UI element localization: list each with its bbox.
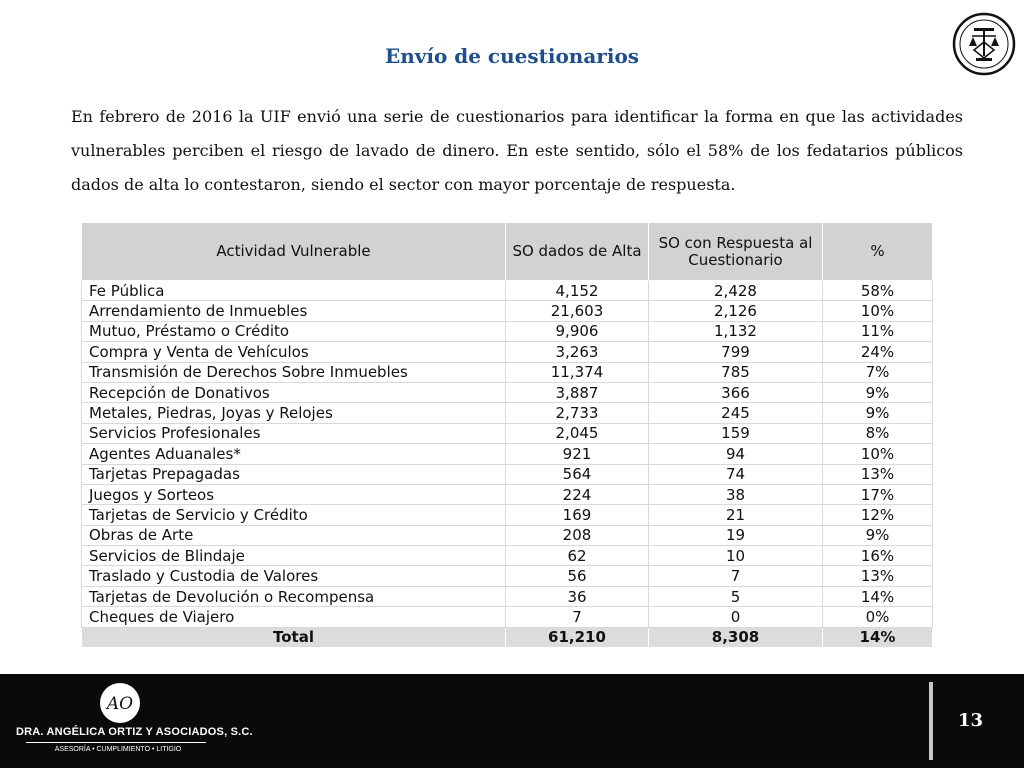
- activity-name: Compra y Venta de Vehículos: [82, 342, 506, 362]
- responded-count: 21: [649, 505, 823, 525]
- responded-count: 1,132: [649, 321, 823, 341]
- registered-count: 62: [506, 546, 649, 566]
- response-percent: 0%: [823, 607, 933, 627]
- registered-count: 224: [506, 484, 649, 504]
- registered-count: 169: [506, 505, 649, 525]
- table-row: [82, 444, 933, 464]
- response-percent: 14%: [823, 586, 933, 606]
- response-percent: 10%: [823, 301, 933, 321]
- responded-count: 159: [649, 423, 823, 443]
- table-header-row: [82, 223, 933, 281]
- table-row: [82, 607, 933, 627]
- table-row: [82, 566, 933, 586]
- responded-count: 94: [649, 444, 823, 464]
- response-percent: 10%: [823, 444, 933, 464]
- table-row: [82, 403, 933, 423]
- registered-count: 208: [506, 525, 649, 545]
- responded-count: 5: [649, 586, 823, 606]
- activity-name: Tarjetas de Devolución o Recompensa: [82, 586, 506, 606]
- total-percent: 14%: [823, 627, 933, 647]
- table-row: [82, 505, 933, 525]
- registered-count: 3,887: [506, 382, 649, 402]
- registered-count: 7: [506, 607, 649, 627]
- response-percent: 17%: [823, 484, 933, 504]
- table-row: [82, 586, 933, 606]
- response-percent: 9%: [823, 403, 933, 423]
- responded-count: 799: [649, 342, 823, 362]
- responded-count: 2,428: [649, 281, 823, 301]
- header-percent: %: [823, 223, 933, 281]
- responded-count: 785: [649, 362, 823, 382]
- seal-icon: [952, 12, 1016, 76]
- activity-name: Mutuo, Préstamo o Crédito: [82, 321, 506, 341]
- total-row: [82, 627, 933, 647]
- activity-name: Servicios de Blindaje: [82, 546, 506, 566]
- header-responded: SO con Respuesta al Cuestionario: [649, 223, 823, 281]
- total-responded: 8,308: [649, 627, 823, 647]
- response-percent: 13%: [823, 566, 933, 586]
- ao-monogram-icon: [99, 682, 141, 724]
- firm-name: DRA. ANGÉLICA ORTIZ Y ASOCIADOS, S.C.: [16, 726, 253, 738]
- registered-count: 36: [506, 586, 649, 606]
- registered-count: 2,733: [506, 403, 649, 423]
- activity-name: Obras de Arte: [82, 525, 506, 545]
- responded-count: 19: [649, 525, 823, 545]
- registered-count: 21,603: [506, 301, 649, 321]
- table-row: [82, 546, 933, 566]
- table-row: [82, 301, 933, 321]
- table-row: [82, 423, 933, 443]
- responded-count: 0: [649, 607, 823, 627]
- table-body: [82, 281, 933, 628]
- response-percent: 16%: [823, 546, 933, 566]
- firm-divider: [26, 742, 206, 743]
- response-percent: 24%: [823, 342, 933, 362]
- response-percent: 12%: [823, 505, 933, 525]
- activity-name: Recepción de Donativos: [82, 382, 506, 402]
- response-percent: 8%: [823, 423, 933, 443]
- activity-name: Transmisión de Derechos Sobre Inmuebles: [82, 362, 506, 382]
- registered-count: 56: [506, 566, 649, 586]
- responded-count: 245: [649, 403, 823, 423]
- header-registered: SO dados de Alta: [506, 223, 649, 281]
- response-percent: 9%: [823, 382, 933, 402]
- activity-table: [81, 222, 933, 648]
- response-percent: 9%: [823, 525, 933, 545]
- responded-count: 38: [649, 484, 823, 504]
- table-row: [82, 362, 933, 382]
- response-percent: 58%: [823, 281, 933, 301]
- table-row: [82, 321, 933, 341]
- activity-name: Servicios Profesionales: [82, 423, 506, 443]
- activity-name: Traslado y Custodia de Valores: [82, 566, 506, 586]
- activity-name: Arrendamiento de Inmuebles: [82, 301, 506, 321]
- response-percent: 11%: [823, 321, 933, 341]
- total-registered: 61,210: [506, 627, 649, 647]
- registered-count: 2,045: [506, 423, 649, 443]
- activity-name: Juegos y Sorteos: [82, 484, 506, 504]
- responded-count: 7: [649, 566, 823, 586]
- registered-count: 564: [506, 464, 649, 484]
- header-activity: Actividad Vulnerable: [82, 223, 506, 281]
- table-row: [82, 525, 933, 545]
- responded-count: 74: [649, 464, 823, 484]
- registered-count: 921: [506, 444, 649, 464]
- intro-paragraph: En febrero de 2016 la UIF envió una serie de cuestionarios para identificar la forma en que las actividades vulnerables perciben el riesgo de lavado de dinero. En este sentido, sólo el 58% de los fedatarios públicos dados de alta lo contestaron, siendo el sector con mayor porcentaje de respuesta.: [71, 107, 963, 194]
- table-row: [82, 342, 933, 362]
- registered-count: 9,906: [506, 321, 649, 341]
- footer-logo-text: AO: [106, 694, 134, 714]
- table-row: [82, 484, 933, 504]
- responded-count: 366: [649, 382, 823, 402]
- table-row: [82, 281, 933, 301]
- table-row: [82, 382, 933, 402]
- registered-count: 11,374: [506, 362, 649, 382]
- registered-count: 4,152: [506, 281, 649, 301]
- activity-name: Fe Pública: [82, 281, 506, 301]
- response-percent: 13%: [823, 464, 933, 484]
- firm-tagline: ASESORÍA • CUMPLIMIENTO • LITIGIO: [54, 746, 182, 753]
- activity-name: Tarjetas de Servicio y Crédito: [82, 505, 506, 525]
- footer-bar: [0, 674, 1024, 768]
- page-number: 13: [958, 710, 984, 731]
- slide-title: Envío de cuestionarios: [384, 44, 640, 68]
- activity-name: Agentes Aduanales*: [82, 444, 506, 464]
- table-row: [82, 464, 933, 484]
- response-percent: 7%: [823, 362, 933, 382]
- activity-name: Cheques de Viajero: [82, 607, 506, 627]
- responded-count: 10: [649, 546, 823, 566]
- responded-count: 2,126: [649, 301, 823, 321]
- activity-name: Metales, Piedras, Joyas y Relojes: [82, 403, 506, 423]
- total-label: Total: [82, 627, 506, 647]
- activity-name: Tarjetas Prepagadas: [82, 464, 506, 484]
- footer-divider: [929, 682, 933, 760]
- registered-count: 3,263: [506, 342, 649, 362]
